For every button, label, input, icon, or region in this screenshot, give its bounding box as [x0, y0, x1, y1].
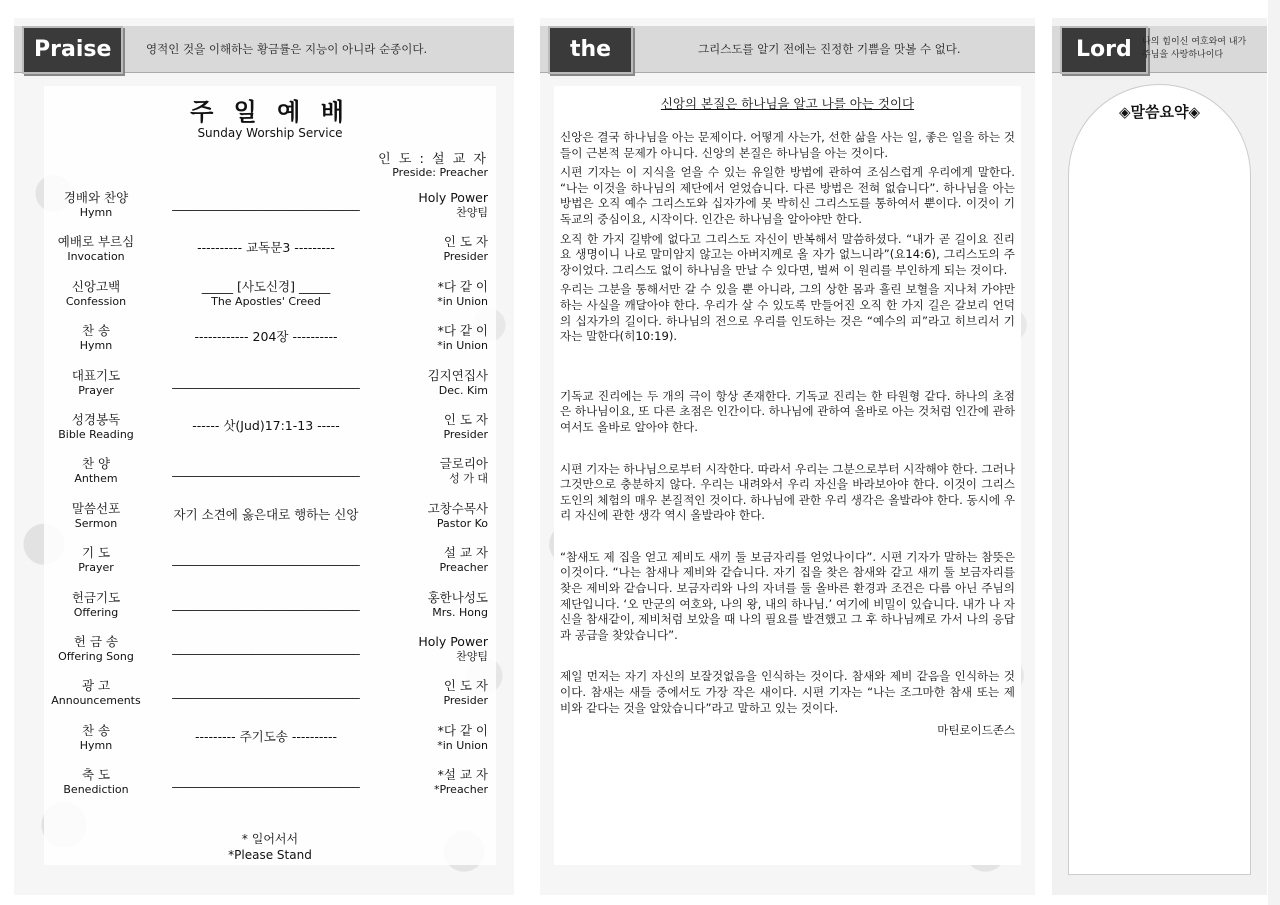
- program-item-leader: [378, 234, 488, 264]
- item-name-en: Hymn: [79, 339, 113, 353]
- program-row: [44, 678, 496, 718]
- program-item-leader: [378, 501, 488, 531]
- panel1-header-text: 영적인 것을 이해하는 황금률은 지능이 아니라 순종이다.: [146, 42, 428, 56]
- item-name-ko: 대표기도: [71, 367, 121, 383]
- item-name-en: Sermon: [74, 516, 118, 530]
- leader-line2: Pastor Ko: [436, 516, 488, 530]
- sermon-paragraph: 시편 기자는 하나님으로부터 시작한다. 따라서 우리는 그분으로부터 시작해야 한다. 그러나 그것만으로 충분하지 않다. 우리는 내려와서 우리 자신을 바라보아야 한다. 이것이 그리스도인의 체험의 매우 본질적인 것이다. 하나님에 관한 우리 생각은 올발라야 한다. 동시에 우리 자신에 관한 생각 역시 올발라야 한다.: [560, 461, 1015, 523]
- program-item-name: [44, 279, 148, 309]
- leader-line2: *Preacher: [433, 783, 488, 797]
- program-item-leader: [378, 545, 488, 575]
- praise-tag: Praise: [22, 26, 123, 74]
- sermon-paragraph: 신앙은 결국 하나님을 아는 문제이다. 어떻게 사는가, 선한 삶을 사는 일, 좋은 일을 하는 것들이 근본적 문제가 아니다. 신앙의 본질은 하나님을 아는 것이다.: [560, 130, 1015, 160]
- program-row: [44, 368, 496, 408]
- program-item-name: [44, 412, 148, 442]
- item-name-ko: 헌금기도: [71, 589, 121, 605]
- item-name-ko: 찬 양: [81, 456, 111, 472]
- program-item-name: [44, 323, 148, 353]
- sermon-content: [554, 86, 1021, 865]
- program-item-leader: [378, 678, 488, 708]
- program-item-leader: [378, 323, 488, 353]
- sermon-paragraph: 우리는 그분을 통해서만 갈 수 있을 뿐 아니라, 그의 상한 몸과 흘린 보혈을 지나쳐 가야만 하는 사실을 깨달아야 한다. 우리가 살 수 있도록 만들어진 오직 한 가지 길은 갈보리 언덕의 십자가의 길이다. 하나님의 전으로 우리를 인도하는 것은 “예수의 피”라고 히브리서 기자는 말한다(히10:19).: [560, 282, 1015, 344]
- program-row: [44, 279, 496, 319]
- program-item-detail: [152, 462, 380, 478]
- item-detail: ______________________________: [172, 640, 360, 655]
- program-item-leader: [378, 279, 488, 309]
- item-detail-sub: The Apostles' Creed: [211, 294, 321, 308]
- leader-line1: 김지연집사: [427, 367, 488, 383]
- lord-tag: Lord: [1060, 26, 1148, 74]
- item-detail: ______________________________: [172, 551, 360, 567]
- leader-line1: 인 도 자: [443, 412, 488, 427]
- preacher-label-ko: 인 도 : 설 교 자: [378, 152, 488, 167]
- program-item-name: [44, 678, 148, 708]
- program-row: [44, 723, 496, 763]
- sermon-title: 신앙의 본질은 하나님을 알고 나를 아는 것이다: [660, 96, 915, 111]
- program-item-name: [44, 501, 148, 531]
- program-item-leader: [378, 412, 488, 442]
- program-item-leader: [378, 767, 488, 797]
- program-row: [44, 456, 496, 496]
- program-item-detail: [152, 374, 380, 390]
- item-name-ko: 신앙고백: [71, 278, 121, 294]
- program-item-leader: [378, 723, 488, 753]
- item-detail: ______________________________: [172, 595, 360, 611]
- leader-line2: *in Union: [437, 738, 488, 752]
- leader-line2: Presider: [443, 694, 488, 708]
- please-stand-ko: * 일어서서: [241, 832, 299, 846]
- item-name-en: Hymn: [79, 206, 113, 219]
- leader-line2: 찬양팀: [456, 650, 488, 663]
- panel3-header-line2: 주님을 사랑하나이다: [1142, 50, 1224, 60]
- please-stand-note: [44, 831, 496, 863]
- panel3-header-text: [1142, 36, 1246, 66]
- program-item-name: [44, 590, 148, 620]
- leader-line1: 고창수목사: [427, 500, 488, 516]
- program-row: [44, 545, 496, 585]
- leader-line2: 성 가 대: [449, 472, 488, 486]
- page-edge: [1268, 0, 1280, 905]
- item-name-en: Prayer: [78, 561, 114, 575]
- program-row: [44, 323, 496, 363]
- item-name-ko: 헌 금 송: [73, 634, 119, 649]
- item-name-ko: 예배로 부르심: [57, 234, 135, 250]
- program-title: 주 일 예 배: [190, 98, 350, 126]
- panel2-header: [540, 26, 1035, 73]
- leader-line1: 인 도 자: [443, 234, 488, 250]
- leader-line1: 홍한나성도: [427, 589, 488, 605]
- leader-line2: 찬양팀: [456, 206, 488, 219]
- panel3-header: [1052, 26, 1267, 73]
- item-detail: ______________________________: [172, 462, 360, 478]
- item-name-ko: 경배와 찬양: [63, 190, 129, 205]
- item-name-en: Offering: [73, 605, 119, 619]
- leader-line1: *다 같 이: [437, 323, 488, 339]
- preacher-label-en: Preside: Preacher: [392, 166, 488, 179]
- worship-program: [44, 86, 496, 865]
- notes-panel: [1052, 18, 1267, 895]
- program-item-name: [44, 456, 148, 486]
- leader-line2: *in Union: [437, 339, 488, 353]
- panel3-header-line1: 나의 힘이신 여호와여 내가: [1142, 37, 1247, 47]
- leader-line1: 인 도 자: [443, 678, 488, 694]
- leader-line2: Preacher: [439, 561, 488, 575]
- sermon-author: 마틴로이드존스: [937, 723, 1015, 738]
- program-item-name: [44, 634, 148, 664]
- program-item-detail: [152, 684, 380, 700]
- sermon-paragraph: 제일 먼저는 자기 자신의 보잘것없음을 인식하는 것이다. 참새와 제비 같음을 인식하는 것이다. 참새는 새들 중에서도 가장 작은 새이다. 시편 기자는 “나는 조그마한 참새 또는 제 비와 같다는 것을 알았습니다”라고 말하고 있는 것이다.: [560, 669, 1015, 715]
- sermon-panel: [540, 18, 1035, 895]
- item-name-ko: 광 고: [81, 678, 111, 694]
- item-name-en: Invocation: [67, 250, 125, 264]
- item-detail: ______________________________: [172, 196, 360, 211]
- item-name-en: Bible Reading: [58, 428, 134, 441]
- notes-title: ◈말씀요약◈: [1118, 103, 1201, 121]
- program-subtitle: Sunday Worship Service: [197, 126, 343, 140]
- program-item-name: [44, 545, 148, 575]
- program-row: [44, 501, 496, 541]
- program-item-detail: [152, 729, 380, 745]
- leader-line1: *설 교 자: [437, 767, 488, 783]
- program-item-name: [44, 368, 148, 398]
- program-item-detail: [152, 240, 380, 256]
- leader-line1: Holy Power: [418, 634, 488, 649]
- program-item-detail: [152, 279, 380, 309]
- program-item-name: [44, 767, 148, 797]
- panel2-header-text: 그리스도를 알기 전에는 진정한 기쁨을 맛볼 수 없다.: [698, 42, 961, 56]
- program-item-leader: [378, 368, 488, 398]
- item-name-ko: 찬 송: [81, 722, 111, 738]
- item-detail: ______________________________: [172, 773, 360, 789]
- leader-line1: 설 교 자: [443, 545, 488, 561]
- item-detail: 자기 소견에 옳은대로 행하는 신앙: [173, 506, 359, 522]
- leader-line2: Presider: [443, 250, 488, 264]
- item-detail: ------ 삿(Jud)17:1-13 -----: [192, 418, 340, 433]
- program-item-detail: [152, 773, 380, 789]
- leader-line1: *다 같 이: [437, 278, 488, 294]
- leader-line2: Mrs. Hong: [432, 605, 488, 619]
- item-detail: ------------ 204장 ----------: [194, 329, 338, 345]
- item-detail: ---------- 교독문3 ---------: [197, 240, 335, 256]
- item-name-en: Anthem: [74, 472, 118, 486]
- leader-line1: Holy Power: [418, 190, 488, 205]
- item-name-ko: 말씀선포: [71, 500, 121, 516]
- program-item-name: [44, 723, 148, 753]
- program-item-detail: [152, 196, 380, 212]
- program-item-leader: [378, 634, 488, 664]
- the-tag: the: [548, 26, 633, 74]
- program-item-detail: [152, 418, 380, 434]
- sermon-paragraph: “참새도 제 집을 얻고 제비도 새끼 둘 보금자리를 얻었나이다”. 시편 기자가 말하는 참뜻은 이것이다. “나는 참새나 제비와 같습니다. 자기 집을 찾은 참새와 같고 새끼 둘 보금자리를 찾은 제비와 같습니다. 보금자리와 나의 자녀를 둘 올바른 환경과 조건은 다름 아닌 주님의 제단입니다. ‘오 만군의 여호와, 나의 왕, 내의 하나님.’ 여기에 비밀이 있습니다. 내가 나 자신을 참새같이, 제비처럼 보았을 때 나의 필요를 발견했고 그 후 하나님께로 가서 나의 응답과 공급을 찾았습니다”.: [560, 549, 1016, 642]
- program-row: [44, 234, 496, 274]
- program-item-detail: [152, 551, 380, 567]
- program-row: [44, 412, 496, 452]
- worship-order-panel: [14, 18, 514, 895]
- program-row: [44, 634, 496, 674]
- item-detail: --------- 주기도송 ----------: [195, 728, 337, 744]
- item-name-en: Confession: [65, 294, 127, 308]
- program-item-leader: [378, 190, 488, 220]
- program-item-detail: [152, 596, 380, 612]
- sermon-notes-area[interactable]: [1068, 84, 1251, 875]
- leader-line2: *in Union: [437, 294, 488, 308]
- program-item-detail: [152, 329, 380, 345]
- program-row: [44, 767, 496, 807]
- item-name-en: Benediction: [63, 783, 129, 797]
- item-name-en: Hymn: [79, 738, 113, 752]
- program-item-name: [44, 234, 148, 264]
- sermon-paragraph: 오직 한 가지 길밖에 없다고 그리스도 자신이 반복해서 말씀하셨다. “내가 곧 길이요 진리요 생명이니 나로 말미암지 않고는 아버지께로 올 자가 없느니라”(요14:6), 그리스도의 주 장이었다. 그리스도 없이 하나님을 만날 수 있다면, 벌써 이 원리를 부인하게 되는 것이다.: [560, 231, 1015, 277]
- sermon-paragraph: 기독교 진리에는 두 개의 극이 항상 존재한다. 기독교 진리는 한 타원형 같다. 하나의 초점은 하나님이요, 또 다른 초점은 인간이다. 하나님에 관하여 올바로 아는 것처럼 인간에 관하여서도 올바로 알아야 한다.: [560, 388, 1015, 434]
- please-stand-en: *Please Stand: [228, 848, 312, 862]
- item-detail: ______________________________: [172, 684, 360, 700]
- item-name-ko: 찬 송: [81, 323, 111, 339]
- leader-line2: Dec. Kim: [438, 383, 488, 397]
- program-item-detail: [152, 507, 380, 523]
- program-row: [44, 590, 496, 630]
- program-item-leader: [378, 456, 488, 486]
- leader-line1: 글로리아: [439, 456, 488, 472]
- item-name-ko: 기 도: [81, 545, 111, 561]
- leader-line1: *다 같 이: [437, 722, 488, 738]
- item-detail: ______________________________: [172, 373, 360, 389]
- leader-line2: Presider: [443, 428, 488, 441]
- item-name-en: Announcements: [51, 694, 141, 708]
- item-detail: _____ [사도신경] _____: [201, 278, 331, 294]
- item-name-en: Offering Song: [58, 650, 134, 663]
- item-name-ko: 성경봉독: [71, 412, 121, 427]
- program-item-detail: [152, 640, 380, 656]
- panel1-header: [14, 26, 514, 73]
- sermon-paragraph: 시편 기자는 이 지식을 얻을 수 있는 유일한 방법에 관하여 조심스럽게 우리에게 말한다. “나는 이것을 하나님의 제단에서 얻었습니다. 다른 방법은 전혀 없습니다”. 하나님을 아는 방법은 오직 예수 그리스도와 십자가에 못 박히신 그리스도를 통하여서 뿐이다. 이것이 기독교의 중심이요, 시작이다. 인간은 하나님을 알아야만 한다.: [560, 165, 1015, 226]
- program-item-name: [44, 190, 148, 220]
- item-name-ko: 축 도: [81, 767, 111, 783]
- item-name-en: Prayer: [78, 383, 114, 397]
- program-row: [44, 190, 496, 230]
- program-item-leader: [378, 590, 488, 620]
